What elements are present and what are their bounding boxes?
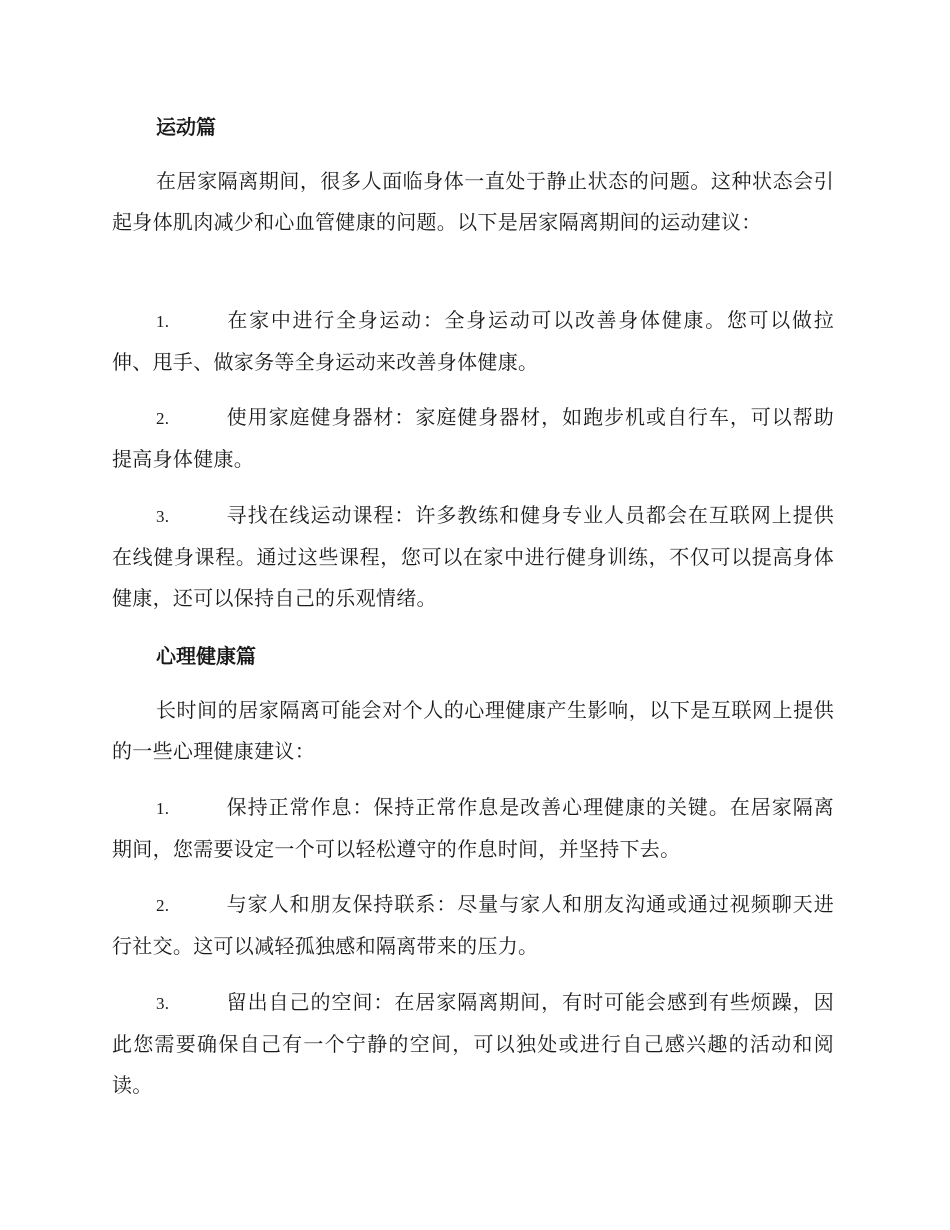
list-item: [112, 884, 834, 967]
section-intro-mental-health: 长时间的居家隔离可能会对个人的心理健康产生影响，以下是互联网上提供的一些心理健康建议：: [112, 698, 834, 763]
list-item: [112, 982, 834, 1106]
list-item-text: 保持正常作息：保持正常作息是改善心理健康的关键。在居家隔离期间，您需要设定一个可以轻松遵守的作息时间，并坚持下去。: [112, 795, 834, 861]
list-item-text: 使用家庭健身器材：家庭健身器材，如跑步机或自行车，可以帮助提高身体健康。: [112, 405, 834, 471]
list-item-number: 1.: [156, 312, 170, 331]
section-intro-exercise: 在居家隔离期间，很多人面临身体一直处于静止状态的问题。这种状态会引起身体肌肉减少和心血管健康的问题。以下是居家隔离期间的运动建议：: [112, 169, 834, 234]
section-heading-exercise: 运动篇: [156, 115, 216, 139]
list-item: [112, 300, 834, 383]
list-item-number: 2.: [156, 896, 170, 915]
list-item-text: 与家人和朋友保持联系：尽量与家人和朋友沟通或通过视频聊天进行社交。这可以减轻孤独感和隔离带来的压力。: [112, 892, 834, 958]
list-item: [112, 495, 834, 619]
list-item: [112, 397, 834, 480]
list-item-number: 1.: [156, 799, 170, 818]
list-item-text: 寻找在线运动课程：许多教练和健身专业人员都会在互联网上提供在线健身课程。通过这些课程，您可以在家中进行健身训练，不仅可以提高身体健康，还可以保持自己的乐观情绪。: [112, 503, 834, 610]
list-item-number: 3.: [156, 994, 170, 1013]
list-item-number: 3.: [156, 507, 170, 526]
list-item-text: 在家中进行全身运动：全身运动可以改善身体健康。您可以做拉伸、甩手、做家务等全身运动来改善身体健康。: [112, 308, 834, 374]
section-heading-mental-health: 心理健康篇: [156, 644, 256, 668]
list-item-text: 留出自己的空间：在居家隔离期间，有时可能会感到有些烦躁，因此您需要确保自己有一个宁静的空间，可以独处或进行自己感兴趣的活动和阅读。: [112, 990, 834, 1097]
list-item: [112, 787, 834, 870]
list-item-number: 2.: [156, 409, 170, 428]
